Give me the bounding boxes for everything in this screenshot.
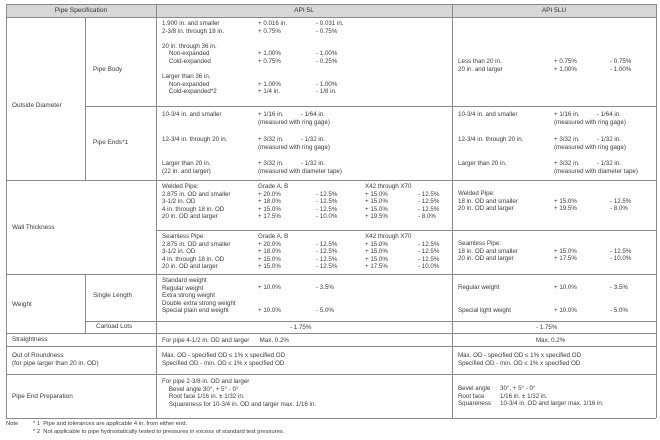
wall-welded-u-plus: + 15.0% + 19.5% (554, 197, 577, 213)
weight-v1-plus: + 10.0% (258, 284, 281, 291)
wall-seamless-u-plus: + 15.0% + 17.5% (554, 247, 577, 263)
pipe-ends-u3-desc: Larger than 20 in. (458, 160, 507, 167)
note-title: Note (6, 421, 19, 427)
label-pipe-end-prep: Pipe End Preparation (12, 393, 73, 400)
header-api5l: API 5L (294, 7, 314, 14)
label-straightness: Straightness (12, 336, 48, 343)
line (452, 4, 453, 418)
wall-seamless-x-plus: X42 through X70 + 15.0% + 15.0% + 15.0% + 17.5% (365, 233, 412, 271)
pipe-ends-u1-desc: 10-3/4 in. and smaller (458, 111, 518, 118)
note-2: * 2 Not applicable to pipe hydrostatically tested to pressures in excess of standard test pressures. (33, 429, 285, 435)
pipe-body-minus: - 0.031 in. - 0.75% - 1.00% - 0.25% - 1.00% - 1/8 in. (316, 20, 344, 96)
wall-seamless-ab-plus: Grade A, B + 20.0% + 18.0% + 15.0% + 15.0% (258, 233, 289, 271)
weight-u1-minus: - 3.5% (610, 284, 628, 291)
weight-u1-desc: Regular weight (458, 284, 500, 291)
wall-welded-desc: Welded Pipe: 2.875 in. OD and smaller 3-1/2 in. OD 4 in. through 18 in. OD 20 in. OD and larger (162, 183, 231, 221)
pipe-ends-u1-val: + 1/16 in. - 1/64 in. (measured with ring gage) (554, 111, 626, 126)
straightness-u: Max. 0.2% (536, 337, 566, 344)
line (85, 321, 656, 322)
pipe-ends-l3-val: + 3/32 in. - 1/32 in. (measured with diameter tape) (258, 160, 342, 175)
weight-u2-desc: Special light weight (458, 307, 511, 314)
label-out-of-roundness: Out of Roundness (for pipe larger than 20 in. OD) (12, 352, 99, 367)
wall-seamless-ab-minus: - 12.5% - 12.5% - 12.5% - 12.5% (316, 240, 338, 271)
pipe-body-u-desc: Less than 20 in. 20 in. and larger (458, 58, 503, 73)
line (6, 333, 656, 334)
label-wall-thickness: Wall Thickness (12, 224, 55, 231)
line (6, 346, 656, 347)
line (156, 230, 656, 231)
weight-v2-minus: - 5.0% (316, 307, 334, 314)
pipe-ends-u2-val: + 3/32 in. - 1/32 in. (measured with ring gage) (554, 136, 626, 151)
wall-welded-ab-plus: Grade A, B + 20.0% + 18.0% + 15.0% + 17.5% (258, 183, 289, 221)
line (6, 418, 656, 419)
wall-seamless-x-minus: - 12.5% - 12.5% - 12.5% - 10.0% (418, 240, 440, 271)
end-prep-l: For pipe 2-3/8 in. OD and larger Bevel angle 30°, + 5° - 0° Root face 1/16 in. ± 1/32 in. Squareness for 10-3/4 in. OD and larger max. 1/16 in. (162, 378, 317, 408)
header-spec: Pipe Specification (54, 7, 108, 14)
pipe-body-u-minus: - 0.75% - 1.00% (610, 58, 632, 73)
weight-u2-minus: - 5.0% (610, 307, 628, 314)
pipe-ends-u3-val: + 3/32 in. - 1/32 in. (measured with diameter tape) (554, 160, 638, 175)
wall-seamless-u-minus: - 12.5% - 10.0% (610, 247, 632, 263)
weight-single-desc: Standard weight Regular weight Extra strong weight Double extra strong weight Special plain end weight (162, 277, 236, 315)
weight-v1-minus: - 3.5% (316, 284, 334, 291)
line (656, 4, 657, 418)
wall-seamless-u-desc: Seamless Pipe: 18 in. OD and smaller 20 in. OD and larger (458, 240, 518, 263)
line (6, 374, 656, 375)
pipe-ends-l1-desc: 10-3/4 in. and smaller (162, 111, 222, 118)
carload-u: - 1.75% (536, 324, 558, 331)
line (6, 17, 656, 18)
roundness-u: Max. OD - specified OD ≤ 1% x specified OD Specified OD - min. OD ≤ 1% x specified OD (458, 352, 582, 367)
pipe-body-u-plus: + 0.75% + 1.00% (554, 58, 577, 73)
wall-welded-u-minus: - 12.5% - 8.0% (610, 197, 632, 213)
label-pipe-body: Pipe Body (93, 66, 123, 73)
pipe-ends-l2-val: + 3/32 in. - 1/32 in. (measured with ring gage) (258, 136, 330, 151)
label-carload-lots: Carload Lots (96, 323, 133, 330)
line (85, 274, 86, 333)
end-prep-u-vals: 30°, + 5° - 0° 1/16 in. ± 1/32 in. 10-3/4 in. OD and larger max. 1/16 in. (500, 385, 604, 408)
line (156, 4, 157, 418)
note-1: * 1 Pipe and tolerances are applicable 4 in. from either end. (33, 421, 188, 427)
label-outside-diameter: Outside Diameter (12, 102, 62, 109)
line (6, 4, 656, 5)
line (85, 106, 656, 107)
end-prep-u-labels: Bevel angle Root face Squareness (458, 385, 492, 408)
label-weight: Weight (12, 301, 32, 308)
carload-l: - 1.75% (290, 324, 312, 331)
wall-welded-x-plus: X42 through X70 + 15.0% + 15.0% + 15.0% + 19.5% (365, 183, 412, 221)
pipe-ends-l3-desc: Larger than 20 in. (22 in. and larger) (162, 160, 211, 175)
label-single-length: Single Length (93, 292, 133, 299)
weight-v2-plus: + 10.0% (258, 307, 281, 314)
pipe-body-desc: 1.900 in. and smaller 2-3/8 in. through 18 in. 20 in. through 36 in. Non-expanded Cold-expanded Larger than 36 in. Non-expanded Cold-expanded*2 (162, 20, 224, 96)
weight-u1-plus: + 10.0% (554, 284, 577, 291)
line (6, 4, 7, 418)
label-pipe-ends: Pipe Ends*1 (93, 139, 129, 146)
weight-u2-plus: + 10.0% (554, 307, 577, 314)
pipe-body-plus: + 0.016 in. + 0.75% + 1.00% + 0.75% + 1.00% + 1/4 in. (258, 20, 288, 96)
line (6, 180, 656, 181)
line (6, 274, 656, 275)
wall-welded-ab-minus: - 12.5% - 12.5% - 12.5% - 10.0% (316, 190, 338, 221)
wall-seamless-desc: Seamless Pipe: 2.875 in. OD and smaller 3-1/2 in. OD 4 in. through 18 in. OD 20 in. OD and larger (162, 233, 231, 271)
pipe-ends-u2-desc: 12-3/4 in. through 20 in. (458, 136, 524, 143)
pipe-ends-l1-val: + 1/16 in. - 1/64 in. (measured with ring gage) (258, 111, 330, 126)
pipe-ends-l2-desc: 12-3/4 in. through 20 in. (162, 136, 228, 143)
straightness-l: For pipe 4-1/2 in. OD and larger Max. 0.2% (162, 337, 289, 344)
roundness-l: Max. OD - specified OD ≤ 1% x specified OD Specified OD - min. OD ≤ 1% x specified OD (162, 352, 286, 367)
line (85, 17, 86, 180)
wall-welded-u-desc: Welded Pipe: 18 in. OD and smaller 20 in. OD and larger (458, 190, 518, 213)
header-api5lu: API 5LU (541, 7, 567, 14)
wall-welded-x-minus: - 12.5% - 12.5% - 12.5% - 8.0% (418, 190, 440, 221)
